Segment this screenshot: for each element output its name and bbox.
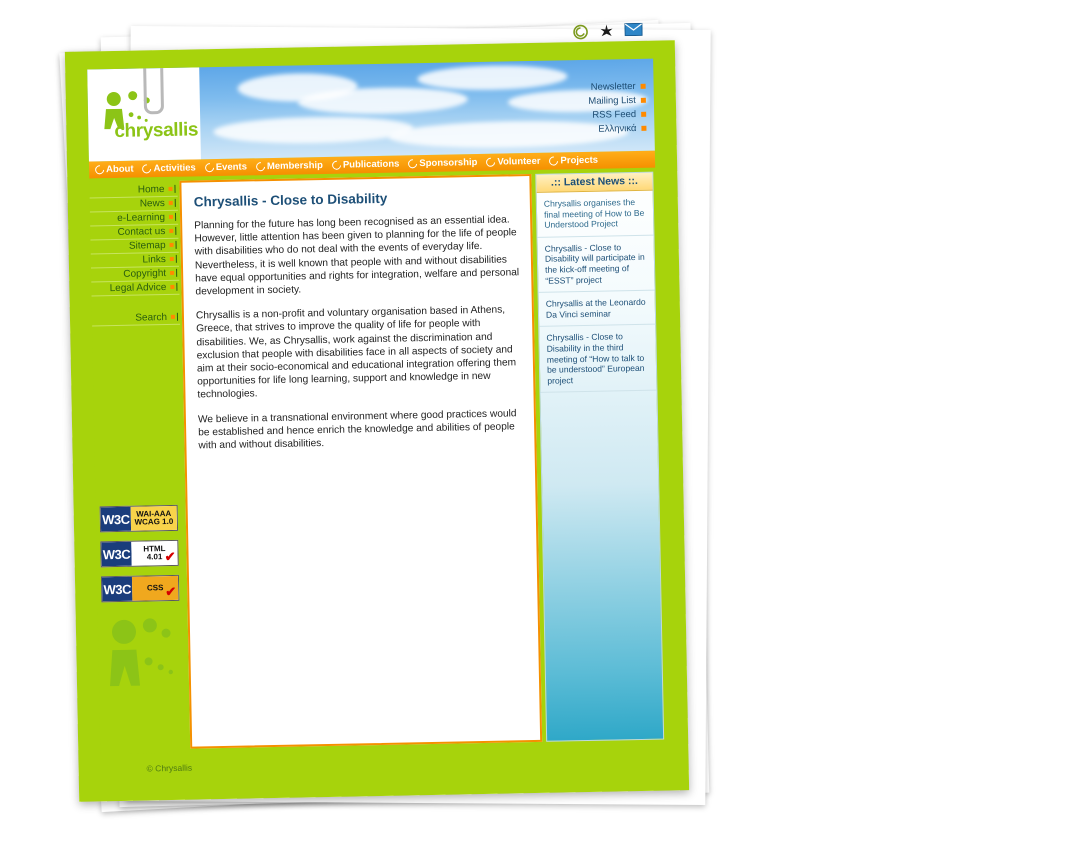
divider-bar [176,241,177,249]
bullet-square-icon [170,285,174,289]
sidebar-item-label: e-Learning [117,212,166,224]
nav-bullet-icon [141,163,154,176]
bullet-square-icon [641,84,646,89]
page-columns [89,168,666,755]
sidebar-logo-icon [98,617,187,696]
website-page [65,40,689,802]
sidebar-spacer [92,295,180,313]
badge-text [143,545,166,562]
banner-link-label: Ελληνικά [598,122,637,135]
nav-label: Membership [266,159,324,173]
sidebar [89,177,188,755]
banner-link-label: RSS Feed [592,108,637,121]
nav-item-publications[interactable] [332,159,400,171]
badge-line2: WCAG 1.0 [134,516,174,527]
nav-item-volunteer[interactable] [486,156,540,168]
content-paragraph: We believe in a transnational environment where good practices would be established and hence enrich the knowledge and abilities of people with and without disabilities. [197,407,517,452]
bullet-square-icon [170,243,174,247]
divider-bar [175,227,176,235]
nav-bullet-icon [203,161,216,174]
nav-item-events[interactable] [205,161,247,173]
bullet-square-icon [168,187,172,191]
email-icon[interactable] [624,23,640,39]
sidebar-item-label: Copyright [123,268,167,280]
bullet-square-icon [641,98,646,103]
banner-link-greek[interactable] [589,123,647,135]
nav-item-projects[interactable] [549,155,598,167]
nav-bullet-icon [93,163,106,176]
news-list-item[interactable]: Chrysallis - Close to Disability in the third meeting of “How to talk to be understood” European project [539,325,656,393]
nav-label: Events [215,161,248,174]
bullet-square-icon [169,201,173,205]
bullet-square-icon [641,126,646,131]
banner-link-newsletter[interactable] [588,81,646,93]
checkmark-icon: ✔ [165,584,177,600]
sidebar-item-label: Legal Advice [109,282,167,295]
news-panel-heading: .:: Latest News ::. [536,173,652,193]
divider-bar [175,199,176,207]
sidebar-item-label: Sitemap [128,240,166,252]
badge-body [132,576,178,601]
latest-news-panel [535,172,664,742]
nav-bullet-icon [485,156,498,169]
w3c-mark: W3C [101,507,131,532]
logo-wordmark: chrysallis [114,119,199,142]
nav-bullet-icon [407,157,420,170]
w3c-mark: W3C [101,542,131,567]
sidebar-item-search[interactable] [92,311,180,327]
banner-link-label: Mailing List [588,94,636,107]
bullet-square-icon [169,215,173,219]
paper-clip-icon [143,59,164,115]
accessibility-star-icon[interactable] [598,23,614,39]
content-paragraph: Chrysallis is a non-profit and voluntary organisation based in Athens, Greece, that strives to improve the quality of life for people with disabilities. We, as Chrysallis, work against the discrimination and exclusion that people with disabilities face in all aspects of society and aim at their socio-economical and educational integration offering them opportunities for life long learning, support and knowledge in new technologies. [195,304,517,401]
divider-bar [176,255,177,263]
utility-icon-strip [572,23,640,40]
accessibility-badges [96,505,186,603]
nav-label: Activities [153,162,196,175]
badge-text [147,584,164,593]
nav-bullet-icon [330,159,343,172]
content-paragraph: Planning for the future has long been recognised as an essential idea. However, little attention has been given to planning for the life of people with disabilities who do not deal with the events of everyday life. Nevertheless, it is well known that people with and without disabilities have equal opportunities and rights for integration, welfare and personal development in society. [194,214,520,298]
bullet-square-icon [641,112,646,117]
nav-label: About [106,163,134,176]
copyright-text: © Chrysallis [146,762,193,774]
wai-aaa-badge[interactable] [100,505,178,532]
banner-link-mailing-list[interactable] [588,95,646,107]
sidebar-item-label: News [139,198,165,210]
divider-bar [174,185,175,193]
banner-link-label: Newsletter [590,80,636,93]
page-title: Chrysallis - Close to Disability [193,190,388,210]
badge-body [131,506,177,531]
nav-item-membership[interactable] [256,160,323,172]
checkmark-icon: ✔ [164,549,176,565]
nav-bullet-icon [548,155,561,168]
nav-item-activities[interactable] [142,162,195,174]
bullet-square-icon [170,271,174,275]
nav-label: Sponsorship [419,157,478,170]
bullet-square-icon [170,257,174,261]
news-list-item[interactable]: Chrysallis organises the final meeting of How to Be Understood Project [537,191,654,238]
nav-item-sponsorship[interactable] [408,157,477,169]
w3c-mark: W3C [102,577,132,602]
sidebar-item-label: Links [142,254,166,266]
bullet-square-icon [169,229,173,233]
banner-links [588,81,647,138]
css-badge[interactable] [101,575,179,602]
banner-link-rss-feed[interactable] [589,109,647,121]
main-content [179,174,542,749]
sidebar-item-label: Home [137,184,165,196]
divider-bar [175,213,176,221]
print-icon[interactable] [572,24,588,40]
divider-bar [176,283,177,291]
badge-line1: HTML [143,543,166,554]
sidebar-item-label: Search [135,312,168,324]
logo-panel[interactable] [87,67,201,161]
bullet-square-icon [171,315,175,319]
news-list-item[interactable]: Chrysallis - Close to Disability will participate in the kick-off meeting of “ESST” project [538,235,655,293]
nav-bullet-icon [254,160,267,173]
badge-line1: CSS [146,582,164,593]
badge-line1: WAI-AAA [136,508,172,519]
nav-label: Volunteer [497,155,541,168]
nav-item-about[interactable] [95,164,134,176]
news-list-item[interactable]: Chrysallis at the Leonardo Da Vinci seminar [539,291,656,327]
site-banner [87,59,655,162]
badge-text [134,510,173,528]
nav-label: Projects [560,154,599,167]
html-401-badge[interactable] [100,540,178,567]
divider-bar [177,313,178,321]
badge-body [131,541,177,566]
divider-bar [176,269,177,277]
nav-label: Publications [342,158,400,171]
badge-line2: 4.01 [146,552,163,562]
sidebar-item-label: Contact us [117,226,166,238]
